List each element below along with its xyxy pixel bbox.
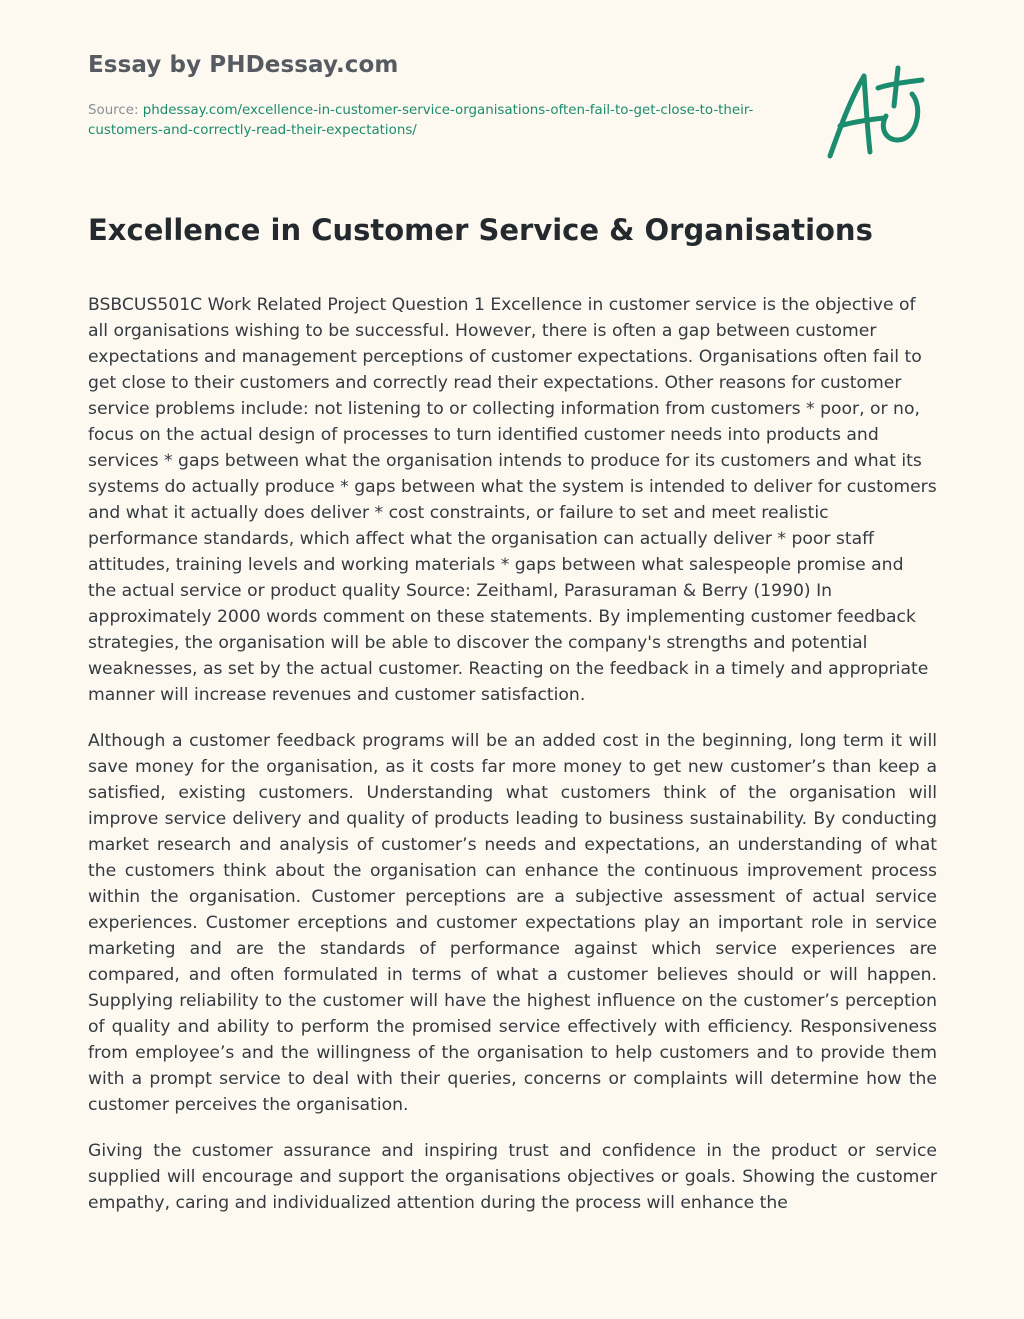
essay-paragraph: Giving the customer assurance and inspiring trust and confidence in the product or service supplied will encourage and support the organisations objectives or goals. Showing the customer empathy, caring and individualized attention during the process will enhance the xyxy=(88,1141,937,1213)
document-title: Excellence in Customer Service & Organisations xyxy=(88,213,873,247)
essay-paragraph: Although a customer feedback programs will be an added cost in the beginning, long term it will save money for the organisation, as it costs far more money to get new customer’s than keep a satisfied, existing customers. Understanding what customers think of the organisation will improve service delivery and quality of products leading to business sustainability. By conducting market research and analysis of customer’s needs and expectations, an understanding of what the customers think about the organisation can enhance the continuous improvement process within the organisation. Customer perceptions are a subjective assessment of actual service experiences. Customer erceptions and customer expectations play an important role in service marketing and are the standards of performance against which service experiences are compared, and often formulated in terms of what a customer believes should or will happen. Supplying reliability to the customer will have the highest influence on the customer’s perception of quality and ability to perform the promised service effectively with efficiency. Responsiveness from employee’s and the willingness of the organisation to help customers and to provide them with a prompt service to deal with their queries, concerns or complaints will determine how the customer perceives the organisation. xyxy=(88,731,937,1115)
essay-body xyxy=(88,292,937,1236)
a-plus-logo-icon xyxy=(824,64,928,164)
source-link[interactable]: phdessay.com/excellence-in-customer-service-organisations-often-fail-to-get-close-to-their-customers-and-correctly-read-their-expectations/ xyxy=(88,103,754,138)
source-line xyxy=(88,101,768,141)
source-label: Source: xyxy=(88,103,139,118)
site-title: Essay by PHDessay.com xyxy=(88,52,399,78)
essay-page xyxy=(88,0,938,1319)
essay-paragraph: BSBCUS501C Work Related Project Question 1 Excellence in customer service is the objective of all organisations wishing to be successful. However, there is often a gap between customer expectations and management perceptions of customer expectations. Organisations often fail to get close to their customers and correctly read their expectations. Other reasons for customer service problems include: not listening to or collecting information from customers * poor, or no, focus on the actual design of processes to turn identified customer needs into products and services * gaps between what the organisation intends to produce for its customers and what its systems do actually produce * gaps between what the system is intended to deliver for customers and what it actually does deliver * cost constraints, or failure to set and meet realistic performance standards, which affect what the organisation can actually deliver * poor staff attitudes, training levels and working materials * gaps between what salespeople promise and the actual service or product quality Source: Zeithaml, Parasuraman & Berry (1990) In approximately 2000 words comment on these statements. By implementing customer feedback strategies, the organisation will be able to discover the company's strengths and potential weaknesses, as set by the actual customer. Reacting on the feedback in a timely and appropriate manner will increase revenues and customer satisfaction. xyxy=(88,295,937,705)
